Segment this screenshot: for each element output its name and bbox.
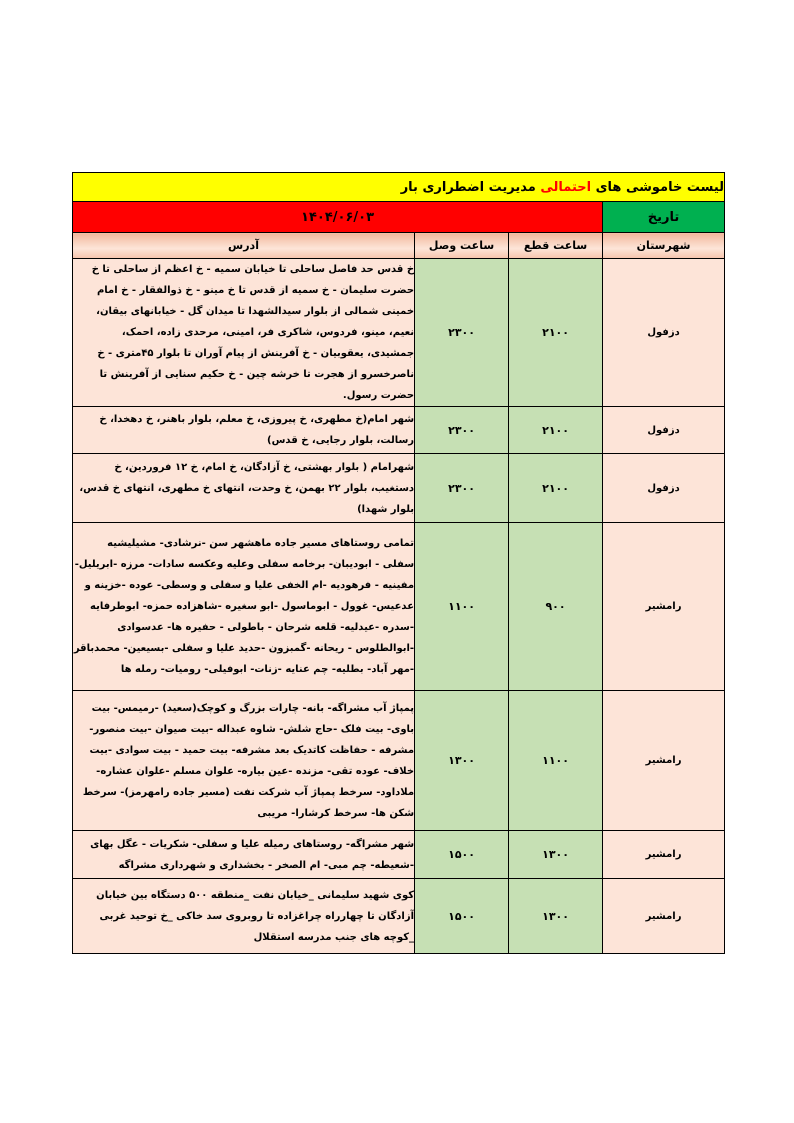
cut-time-cell: ۱۱۰۰: [509, 691, 603, 831]
table-row: [73, 259, 725, 407]
connect-time-cell: ۱۵۰۰: [415, 879, 509, 954]
table-row: [73, 831, 725, 879]
title-row: [73, 173, 725, 202]
connect-time-cell: ۲۳۰۰: [415, 259, 509, 407]
cut-time-cell: ۲۱۰۰: [509, 259, 603, 407]
city-cell: رامشیر: [603, 879, 725, 954]
connect-time-cell: ۲۳۰۰: [415, 454, 509, 523]
connect-time-cell: ۱۱۰۰: [415, 523, 509, 691]
table-row: [73, 523, 725, 691]
table-row: [73, 407, 725, 454]
header-address: آدرس: [73, 233, 415, 259]
header-connect-time: ساعت وصل: [415, 233, 509, 259]
address-cell: شهرامام ( بلوار بهشتی، خ آزادگان، خ امام، خ ۱۲ فروردین، خ دستغیب، بلوار ۲۲ بهمن، خ وحدت، انتهای خ مطهری، انتهای خ قدس، بلوار شهدا): [73, 454, 415, 523]
city-cell: دزفول: [603, 407, 725, 454]
outage-table: [72, 172, 725, 954]
connect-time-cell: ۱۳۰۰: [415, 691, 509, 831]
connect-time-cell: ۲۳۰۰: [415, 407, 509, 454]
city-cell: دزفول: [603, 454, 725, 523]
address-cell: خ قدس حد فاصل ساحلی تا خیابان سمیه - خ اعظم از ساحلی تا خ حضرت سلیمان - خ سمیه از قدس تا خ مینو - خ ذوالفقار - خ امام خمینی شمالی از بلوار سیدالشهدا تا میدان گل - خیابانهای بیقان، نعیم، مینو، فردوس، شاکری فر، امینی، مرحدی زاده، احمک، جمشیدی، یعقوبیان - خ آفرینش از پیام آوران تا بلوار ۴۵متری - خ ناصرخسرو از هجرت تا خرشه چین - خ حکیم سنایی از آفرینش تا حضرت رسول.: [73, 259, 415, 407]
table-row: [73, 454, 725, 523]
header-cut-time: ساعت قطع: [509, 233, 603, 259]
address-cell: پمپاژ آب مشراگه- بانه- چارات بزرگ و کوچک(سعید) -رمیمس- بیت باوی- بیت فلک -حاج شلش- شاوه عبداله -بیت صیوان -بیت منصور- مشرفه - حفاظت کاتدیک بعد مشرفه- بیت حمید - بیت سوادی -بیت خلاف- عوده تقی- مزنده -عین بیاره- علوان مسلم -علوان عشاره- ملاداود- سرخط پمپاژ آب شرکت نفت (مسیر جاده رامهرمز)- سرخط شکن ها- سرخط کرشارا- مریبی: [73, 691, 415, 831]
header-city: شهرستان: [603, 233, 725, 259]
cut-time-cell: ۹۰۰: [509, 523, 603, 691]
address-cell: شهر مشراگه- روستاهای رمیله علیا و سفلی- شکریات - عگل بهای -شعیطه- چم مبی- ام الصخر - بخشداری و شهرداری مشراگه: [73, 831, 415, 879]
date-row: [73, 202, 725, 233]
header-row: [73, 233, 725, 259]
title-part-3: مدیریت اضطراری بار: [400, 179, 536, 195]
cut-time-cell: ۱۳۰۰: [509, 879, 603, 954]
address-cell: تمامی روستاهای مسیر جاده ماهشهر سن -نرشادی- مشیلیشیه سفلی - ابودیبان- برخامه سفلی وعلیه وعکسه سادات- مرزه -ابریلیل- مفینیه - فرهودیه -ام الخفی علیا و سفلی و وسطی- عوده -خزینه و عدعیس- غوول - ابوماسول -ابو سغیره -شاهزاده حمزه- ابوطرفایه -سدره -عیدلیه- قلعه شرحان - باطولی - حفیره ها- عدسوادی -ابوالطلوس - ریحانه -گمبزون -حدید علیا و سفلی -بسیعین- محمدباقر -مهر آباد- بطلیه- چم عنایه -زنات- ابوفیلی- رومیات- رمله ها: [73, 523, 415, 691]
city-cell: رامشیر: [603, 691, 725, 831]
date-label: تاریخ: [603, 202, 725, 233]
table-row: [73, 691, 725, 831]
table-title: [73, 173, 725, 202]
title-part-2: احتمالی: [540, 179, 592, 195]
city-cell: دزفول: [603, 259, 725, 407]
title-part-1: لیست خاموشی های: [595, 179, 725, 195]
connect-time-cell: ۱۵۰۰: [415, 831, 509, 879]
cut-time-cell: ۲۱۰۰: [509, 407, 603, 454]
table-row: [73, 879, 725, 954]
date-value: ۱۴۰۴/۰۶/۰۳: [73, 202, 603, 233]
cut-time-cell: ۲۱۰۰: [509, 454, 603, 523]
address-cell: شهر امام(خ مطهری، خ پیروزی، خ معلم، بلوار باهنر، خ دهخدا، خ رسالت، بلوار رجایی، خ قدس): [73, 407, 415, 454]
address-cell: کوی شهید سلیمانی _خیابان نفت _منطقه ۵۰۰ دستگاه بین خیابان آزادگان تا چهارراه چراغزاده تا روبروی سد خاکی _خ توحید غربی _کوچه های جنب مدرسه استقلال: [73, 879, 415, 954]
city-cell: رامشیر: [603, 523, 725, 691]
cut-time-cell: ۱۳۰۰: [509, 831, 603, 879]
city-cell: رامشیر: [603, 831, 725, 879]
